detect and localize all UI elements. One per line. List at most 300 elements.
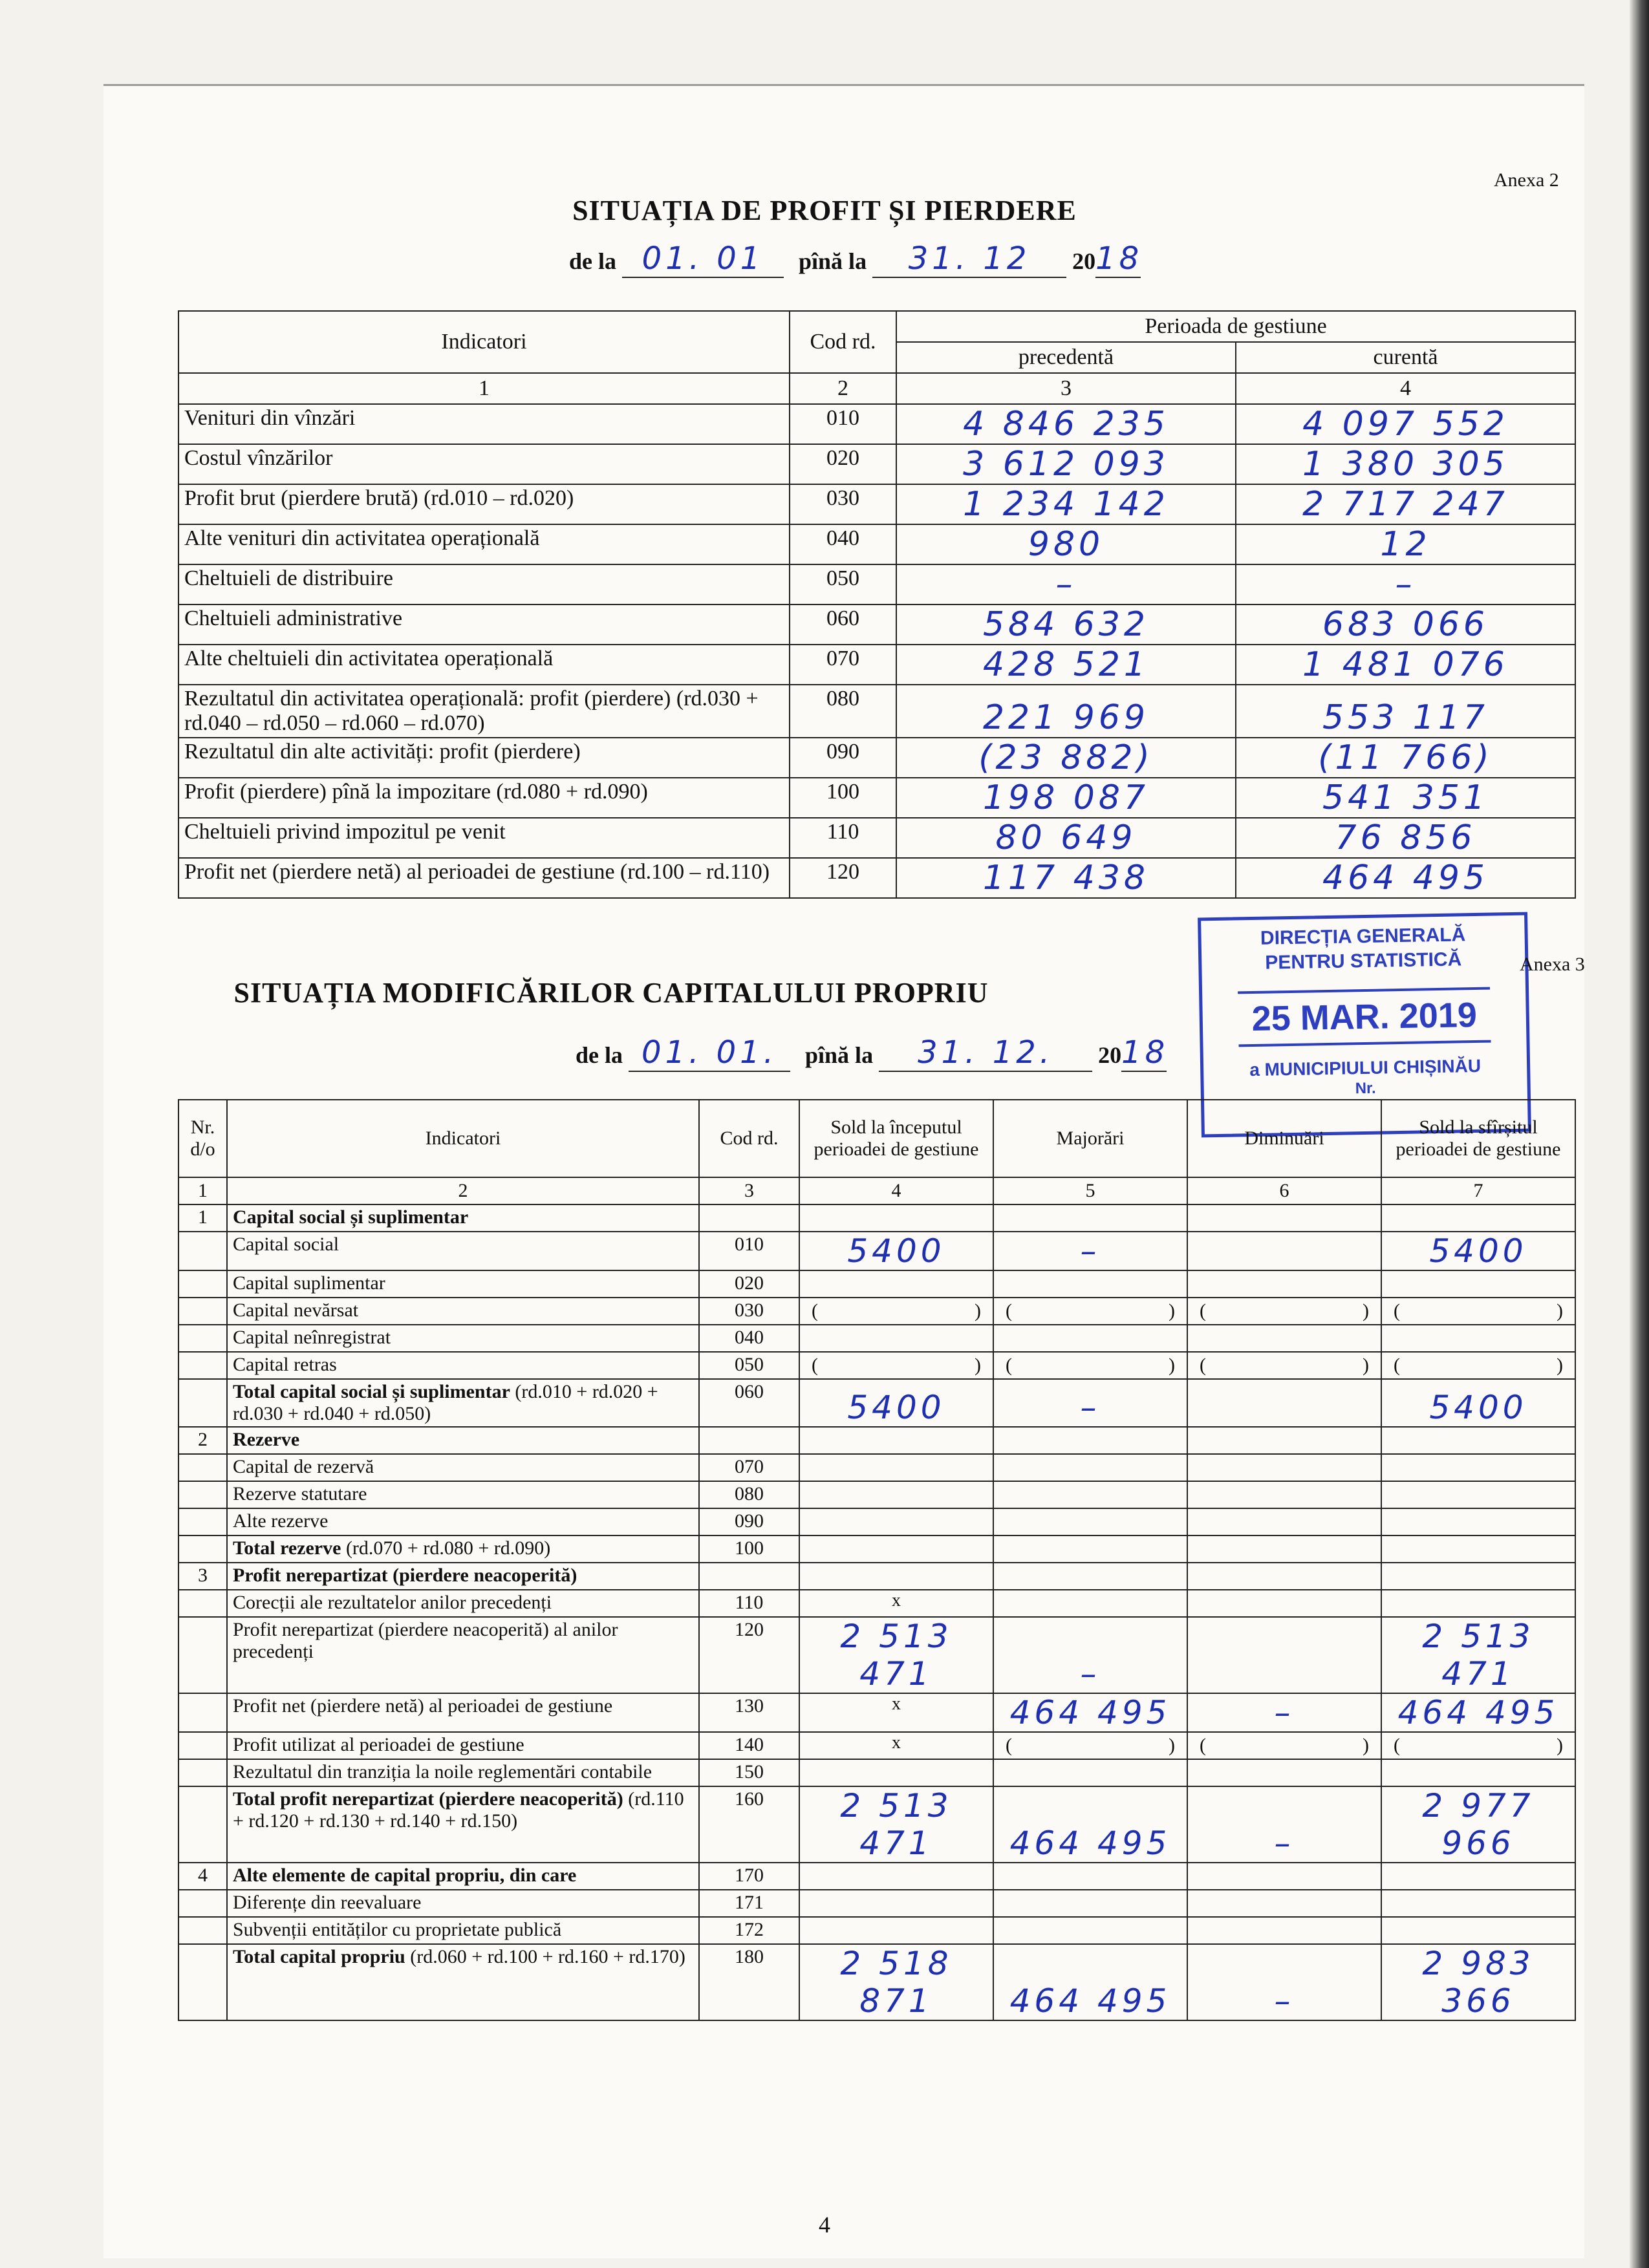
row-nr	[178, 1298, 227, 1325]
value-start-cell	[799, 1427, 993, 1454]
row-nr	[178, 1617, 227, 1693]
value-inc-cell	[993, 1617, 1187, 1693]
paren-close: )	[1169, 1300, 1175, 1321]
page-number: 4	[819, 2212, 830, 2238]
value-prev: 221 969	[982, 698, 1150, 737]
value-inc-cell	[993, 1759, 1187, 1786]
period-to-label: pînă la	[799, 248, 867, 274]
stamp-line-2: PENTRU STATISTICĂ	[1265, 948, 1462, 974]
value-dec-cell	[1187, 1454, 1381, 1481]
row-nr	[178, 1590, 227, 1617]
table-row	[178, 1454, 1575, 1481]
value-inc-cell	[993, 1732, 1187, 1759]
paren-close: )	[1169, 1354, 1175, 1376]
table-row	[178, 1590, 1575, 1617]
row-label: Cheltuieli privind impozitul pe venit	[178, 818, 790, 858]
value-prev: 4 846 235	[963, 405, 1169, 444]
value-curr-cell	[1236, 778, 1575, 818]
annex-2-label: Anexa 2	[1494, 169, 1559, 191]
paren-open: (	[1394, 1300, 1400, 1321]
row-label: Cheltuieli administrative	[178, 604, 790, 645]
hdr-majorari: Majorări	[993, 1100, 1187, 1177]
stamp-line-1: DIRECȚIA GENERALĂ	[1260, 924, 1466, 949]
row-nr: 4	[178, 1863, 227, 1890]
row-label: Rezultatul din tranziția la noile reglementări contabile	[227, 1759, 699, 1786]
value-start-cell	[799, 1535, 993, 1563]
value-prev-cell	[896, 564, 1236, 604]
row-code: 100	[790, 778, 896, 818]
row-code: 140	[699, 1732, 799, 1759]
value-curr: 1 481 076	[1302, 645, 1509, 684]
value-end-cell	[1381, 1481, 1575, 1508]
value-curr: 683 066	[1322, 605, 1489, 644]
row-nr: 3	[178, 1563, 227, 1590]
value-end: 5400	[1429, 1389, 1527, 1426]
value-dec-cell	[1187, 1786, 1381, 1863]
row-nr	[178, 1232, 227, 1270]
paren-close: )	[1169, 1735, 1175, 1756]
period-year-value: 18	[1121, 1034, 1169, 1071]
table-row	[178, 1427, 1575, 1454]
value-prev: 428 521	[982, 645, 1150, 684]
row-code	[699, 1563, 799, 1590]
row-nr	[178, 1786, 227, 1863]
table-row	[178, 1563, 1575, 1590]
value-curr: 4 097 552	[1302, 405, 1509, 444]
paren-close: )	[975, 1354, 981, 1376]
paren-open: (	[1200, 1300, 1206, 1321]
row-code: 160	[699, 1786, 799, 1863]
value-start-cell	[799, 1508, 993, 1535]
value-curr: 541 351	[1322, 778, 1489, 817]
value-end-cell	[1381, 1617, 1575, 1693]
value-start-cell	[799, 1325, 993, 1352]
value-dec-cell	[1187, 1481, 1381, 1508]
paren-open: (	[812, 1354, 818, 1376]
scan-edge	[1630, 0, 1649, 2268]
row-label: Capital social și suplimentar	[227, 1204, 699, 1232]
paren-open: (	[812, 1300, 818, 1321]
row-nr	[178, 1890, 227, 1917]
profit-loss-table	[178, 310, 1576, 899]
col-num: 2	[227, 1177, 699, 1204]
table-row	[178, 1325, 1575, 1352]
paren-close: )	[1557, 1735, 1563, 1756]
value-dec-cell	[1187, 1944, 1381, 2020]
value-end-cell	[1381, 1232, 1575, 1270]
row-code: 090	[790, 738, 896, 778]
value-prev: 980	[1028, 525, 1105, 564]
hdr-cod: Cod rd.	[790, 311, 896, 373]
hdr-precedenta: precedentă	[896, 342, 1236, 373]
value-end: 2 513 471	[1422, 1618, 1535, 1693]
row-code: 180	[699, 1944, 799, 2020]
paren-placeholder	[1191, 1354, 1378, 1376]
value-inc-cell	[993, 1863, 1187, 1890]
value-inc-cell	[993, 1298, 1187, 1325]
col-num: 1	[178, 1177, 227, 1204]
col-num: 3	[896, 373, 1236, 404]
value-end-cell	[1381, 1508, 1575, 1535]
value-inc-cell	[993, 1454, 1187, 1481]
table-row	[178, 645, 1575, 685]
value-dec-cell	[1187, 1535, 1381, 1563]
row-code: 171	[699, 1890, 799, 1917]
row-nr	[178, 1270, 227, 1298]
value-inc-cell	[993, 1508, 1187, 1535]
value-end-cell	[1381, 1325, 1575, 1352]
value-curr: –	[1395, 565, 1416, 604]
value-curr-cell	[1236, 685, 1575, 738]
hdr-sold-inceput: Sold la începutul perioadei de gestiune	[799, 1100, 993, 1177]
value-inc-cell	[993, 1232, 1187, 1270]
value-dec-cell	[1187, 1427, 1381, 1454]
value-start-cell	[799, 1863, 993, 1890]
table-row	[178, 858, 1575, 898]
value-curr: 12	[1380, 525, 1431, 564]
value-curr-cell	[1236, 738, 1575, 778]
value-prev: –	[1055, 565, 1077, 604]
table-row	[178, 1917, 1575, 1944]
row-label: Alte rezerve	[227, 1508, 699, 1535]
value-end: 464 495	[1397, 1694, 1559, 1731]
value-inc: –	[1080, 1232, 1101, 1270]
value-prev-cell	[896, 604, 1236, 645]
period-from-label: de la	[576, 1042, 623, 1068]
period-from-value: 01. 01.	[629, 1034, 790, 1072]
value-start-cell	[799, 1759, 993, 1786]
hdr-nr: Nr. d/o	[178, 1100, 227, 1177]
value-start-cell	[799, 1917, 993, 1944]
value-inc-cell	[993, 1325, 1187, 1352]
table-row	[178, 685, 1575, 738]
row-code	[699, 1204, 799, 1232]
table-row	[178, 524, 1575, 564]
row-nr	[178, 1481, 227, 1508]
row-label: Corecții ale rezultatelor anilor precedenți	[227, 1590, 699, 1617]
paren-close: )	[1557, 1300, 1563, 1321]
value-end-cell	[1381, 1590, 1575, 1617]
value-start: x	[892, 1733, 901, 1753]
value-dec-cell	[1187, 1693, 1381, 1732]
paren-open: (	[1200, 1354, 1206, 1376]
paren-open: (	[1394, 1735, 1400, 1756]
value-inc-cell	[993, 1917, 1187, 1944]
period-to-value: 31. 12.	[879, 1034, 1092, 1072]
row-code: 120	[790, 858, 896, 898]
row-label	[227, 1379, 699, 1427]
paren-placeholder	[997, 1735, 1184, 1757]
value-curr-cell	[1236, 818, 1575, 858]
table-row	[178, 1481, 1575, 1508]
row-label: Capital suplimentar	[227, 1270, 699, 1298]
value-curr-cell	[1236, 604, 1575, 645]
value-start-cell	[799, 1890, 993, 1917]
profit-loss-title: SITUAȚIA DE PROFIT ȘI PIERDERE	[572, 195, 1077, 226]
row-label: Rezerve statutare	[227, 1481, 699, 1508]
value-start-cell	[799, 1481, 993, 1508]
col-num: 3	[699, 1177, 799, 1204]
value-end-cell	[1381, 1563, 1575, 1590]
paren-open: (	[1200, 1735, 1206, 1756]
paren-placeholder	[803, 1300, 990, 1322]
value-end-cell	[1381, 1454, 1575, 1481]
col-num: 2	[790, 373, 896, 404]
value-end-cell	[1381, 1863, 1575, 1890]
value-dec-cell	[1187, 1204, 1381, 1232]
row-code: 030	[790, 484, 896, 524]
table-row	[178, 1508, 1575, 1535]
stamp-line-4: Nr.	[1355, 1079, 1376, 1098]
value-start: 2 513 471	[840, 1618, 953, 1693]
value-prev-cell	[896, 444, 1236, 484]
paren-open: (	[1006, 1354, 1012, 1376]
row-code: 020	[699, 1270, 799, 1298]
paren-placeholder	[1385, 1735, 1572, 1757]
table-row	[178, 1863, 1575, 1890]
table-row	[178, 484, 1575, 524]
value-curr: 464 495	[1322, 859, 1489, 897]
value-end-cell	[1381, 1379, 1575, 1427]
value-dec-cell	[1187, 1379, 1381, 1427]
col-num: 7	[1381, 1177, 1575, 1204]
value-curr: 553 117	[1322, 698, 1489, 737]
row-code: 020	[790, 444, 896, 484]
table-row	[178, 818, 1575, 858]
value-prev-cell	[896, 818, 1236, 858]
row-label: Profit utilizat al perioadei de gestiune	[227, 1732, 699, 1759]
value-inc: –	[1080, 1389, 1101, 1426]
paren-open: (	[1006, 1735, 1012, 1756]
value-inc: –	[1080, 1655, 1101, 1693]
row-label: Alte elemente de capital propriu, din care	[227, 1863, 699, 1890]
table-row	[178, 1204, 1575, 1232]
value-end-cell	[1381, 1786, 1575, 1863]
row-code: 172	[699, 1917, 799, 1944]
value-start-cell	[799, 1693, 993, 1732]
value-curr-cell	[1236, 404, 1575, 444]
row-nr	[178, 1944, 227, 2020]
value-start: 2 513 471	[840, 1787, 953, 1862]
value-dec-cell	[1187, 1563, 1381, 1590]
row-nr	[178, 1759, 227, 1786]
row-nr	[178, 1508, 227, 1535]
value-end: 2 983 366	[1422, 1945, 1535, 2020]
row-label: Profit (pierdere) pînă la impozitare (rd.080 + rd.090)	[178, 778, 790, 818]
row-label-formula: (rd.110 + rd.120 + rd.130 + rd.140 + rd.150)	[233, 1788, 684, 1832]
row-label: Capital de rezervă	[227, 1454, 699, 1481]
row-label-formula: (rd.010 + rd.020 + rd.030 + rd.040 + rd.050)	[233, 1381, 658, 1424]
value-end-cell	[1381, 1204, 1575, 1232]
row-code	[699, 1427, 799, 1454]
table-row	[178, 1352, 1575, 1379]
value-start-cell	[799, 1590, 993, 1617]
value-start-cell	[799, 1732, 993, 1759]
col-num: 4	[799, 1177, 993, 1204]
value-curr-cell	[1236, 484, 1575, 524]
paren-placeholder	[1191, 1300, 1378, 1322]
row-code: 060	[699, 1379, 799, 1427]
row-label-formula: (rd.060 + rd.100 + rd.160 + rd.170)	[410, 1946, 685, 1967]
value-inc-cell	[993, 1563, 1187, 1590]
row-label	[227, 1944, 699, 2020]
value-start-cell	[799, 1563, 993, 1590]
value-inc-cell	[993, 1481, 1187, 1508]
value-curr: 2 717 247	[1302, 485, 1509, 524]
paren-close: )	[975, 1300, 981, 1321]
row-label	[227, 1786, 699, 1863]
table-row	[178, 738, 1575, 778]
stamp-line-3: a MUNICIPIULUI CHIȘINĂU	[1249, 1055, 1482, 1080]
value-end-cell	[1381, 1759, 1575, 1786]
value-start-cell	[799, 1270, 993, 1298]
value-inc: 464 495	[1009, 1824, 1171, 1862]
value-prev: 198 087	[982, 778, 1150, 817]
table-row	[178, 604, 1575, 645]
row-code: 170	[699, 1863, 799, 1890]
table-row	[178, 1890, 1575, 1917]
table-row	[178, 1944, 1575, 2020]
hdr-diminuari: Diminuări	[1187, 1100, 1381, 1177]
value-inc-cell	[993, 1944, 1187, 2020]
value-start: 5400	[847, 1389, 945, 1426]
paren-placeholder	[1385, 1354, 1572, 1376]
value-prev: 80 649	[995, 818, 1137, 857]
value-curr-cell	[1236, 645, 1575, 685]
value-end-cell	[1381, 1732, 1575, 1759]
table-row	[178, 1232, 1575, 1270]
row-code: 040	[699, 1325, 799, 1352]
paren-close: )	[1363, 1354, 1369, 1376]
row-label: Profit net (pierdere netă) al perioadei de gestiune (rd.100 – rd.110)	[178, 858, 790, 898]
row-code: 070	[699, 1454, 799, 1481]
row-label: Rezultatul din activitatea operațională: profit (pierdere) (rd.030 + rd.040 – rd.050 – rd.060 – rd.070)	[178, 685, 790, 738]
row-label: Rezultatul din alte activități: profit (pierdere)	[178, 738, 790, 778]
row-label: Profit brut (pierdere brută) (rd.010 – rd.020)	[178, 484, 790, 524]
value-inc-cell	[993, 1352, 1187, 1379]
value-inc-cell	[993, 1270, 1187, 1298]
value-prev: 1 234 142	[963, 485, 1169, 524]
row-code: 060	[790, 604, 896, 645]
value-prev-cell	[896, 858, 1236, 898]
value-end-cell	[1381, 1270, 1575, 1298]
value-start: 5400	[847, 1232, 945, 1270]
table-row	[178, 1298, 1575, 1325]
row-nr	[178, 1732, 227, 1759]
row-code: 110	[790, 818, 896, 858]
value-prev-cell	[896, 404, 1236, 444]
value-start-cell	[799, 1352, 993, 1379]
row-code: 040	[790, 524, 896, 564]
row-code: 080	[699, 1481, 799, 1508]
value-end-cell	[1381, 1352, 1575, 1379]
annex-3-label: Anexa 3	[1520, 954, 1585, 975]
value-prev-cell	[896, 685, 1236, 738]
value-start-cell	[799, 1454, 993, 1481]
value-dec-cell	[1187, 1270, 1381, 1298]
table-row	[178, 1617, 1575, 1693]
value-inc: 464 495	[1009, 1982, 1171, 2020]
value-dec: –	[1274, 1694, 1295, 1731]
value-end-cell	[1381, 1944, 1575, 2020]
value-inc-cell	[993, 1204, 1187, 1232]
period-year-prefix: 20	[1098, 1042, 1122, 1068]
value-start-cell	[799, 1379, 993, 1427]
row-code: 070	[790, 645, 896, 685]
paren-placeholder	[1385, 1300, 1572, 1322]
row-code: 010	[699, 1232, 799, 1270]
value-dec-cell	[1187, 1617, 1381, 1693]
value-dec-cell	[1187, 1917, 1381, 1944]
equity-title: SITUAȚIA MODIFICĂRILOR CAPITALULUI PROPRIU	[233, 977, 989, 1009]
value-curr-cell	[1236, 444, 1575, 484]
value-start-cell	[799, 1617, 993, 1693]
row-label	[227, 1535, 699, 1563]
paren-close: )	[1363, 1735, 1369, 1756]
value-dec: –	[1274, 1824, 1295, 1862]
row-nr: 2	[178, 1427, 227, 1454]
value-curr: 76 856	[1335, 818, 1476, 857]
row-nr	[178, 1917, 227, 1944]
row-label: Costul vînzărilor	[178, 444, 790, 484]
value-dec-cell	[1187, 1590, 1381, 1617]
value-curr-cell	[1236, 564, 1575, 604]
row-code: 110	[699, 1590, 799, 1617]
value-start-cell	[799, 1232, 993, 1270]
stamp-date: 25 MAR. 2019	[1238, 987, 1491, 1047]
value-start-cell	[799, 1786, 993, 1863]
value-prev-cell	[896, 738, 1236, 778]
row-label: Profit nerepartizat (pierdere neacoperită) al anilor precedenți	[227, 1617, 699, 1693]
value-dec-cell	[1187, 1298, 1381, 1325]
value-inc-cell	[993, 1890, 1187, 1917]
value-end-cell	[1381, 1693, 1575, 1732]
hdr-indicatori: Indicatori	[227, 1100, 699, 1177]
value-inc-cell	[993, 1786, 1187, 1863]
row-label: Cheltuieli de distribuire	[178, 564, 790, 604]
row-code: 100	[699, 1535, 799, 1563]
row-label-bold: Total profit nerepartizat (pierdere neacoperită)	[233, 1788, 623, 1810]
table-row	[178, 1693, 1575, 1732]
table-row	[178, 1379, 1575, 1427]
value-curr-cell	[1236, 858, 1575, 898]
row-label-bold: Total rezerve	[233, 1537, 341, 1559]
value-dec-cell	[1187, 1890, 1381, 1917]
period-from-value: 01. 01	[622, 241, 784, 278]
hdr-indicatori: Indicatori	[178, 311, 790, 373]
hdr-sold-sfirsit: Sold la sfîrșitul perioadei de gestiune	[1381, 1100, 1575, 1177]
value-inc-cell	[993, 1427, 1187, 1454]
col-num: 4	[1236, 373, 1575, 404]
row-code: 050	[790, 564, 896, 604]
value-prev-cell	[896, 484, 1236, 524]
value-inc-cell	[993, 1693, 1187, 1732]
value-prev: (23 882)	[978, 738, 1154, 777]
row-label: Capital nevărsat	[227, 1298, 699, 1325]
row-label-bold: Total capital social și suplimentar	[233, 1381, 510, 1402]
value-prev: 117 438	[982, 859, 1150, 897]
table-row	[178, 1732, 1575, 1759]
row-label-formula: (rd.070 + rd.080 + rd.090)	[345, 1537, 551, 1559]
row-label: Venituri din vînzări	[178, 404, 790, 444]
value-end-cell	[1381, 1298, 1575, 1325]
row-code: 120	[699, 1617, 799, 1693]
period-to-label: pînă la	[805, 1042, 874, 1068]
value-dec-cell	[1187, 1232, 1381, 1270]
value-end-cell	[1381, 1535, 1575, 1563]
row-nr	[178, 1352, 227, 1379]
hdr-perioada: Perioada de gestiune	[896, 311, 1575, 342]
